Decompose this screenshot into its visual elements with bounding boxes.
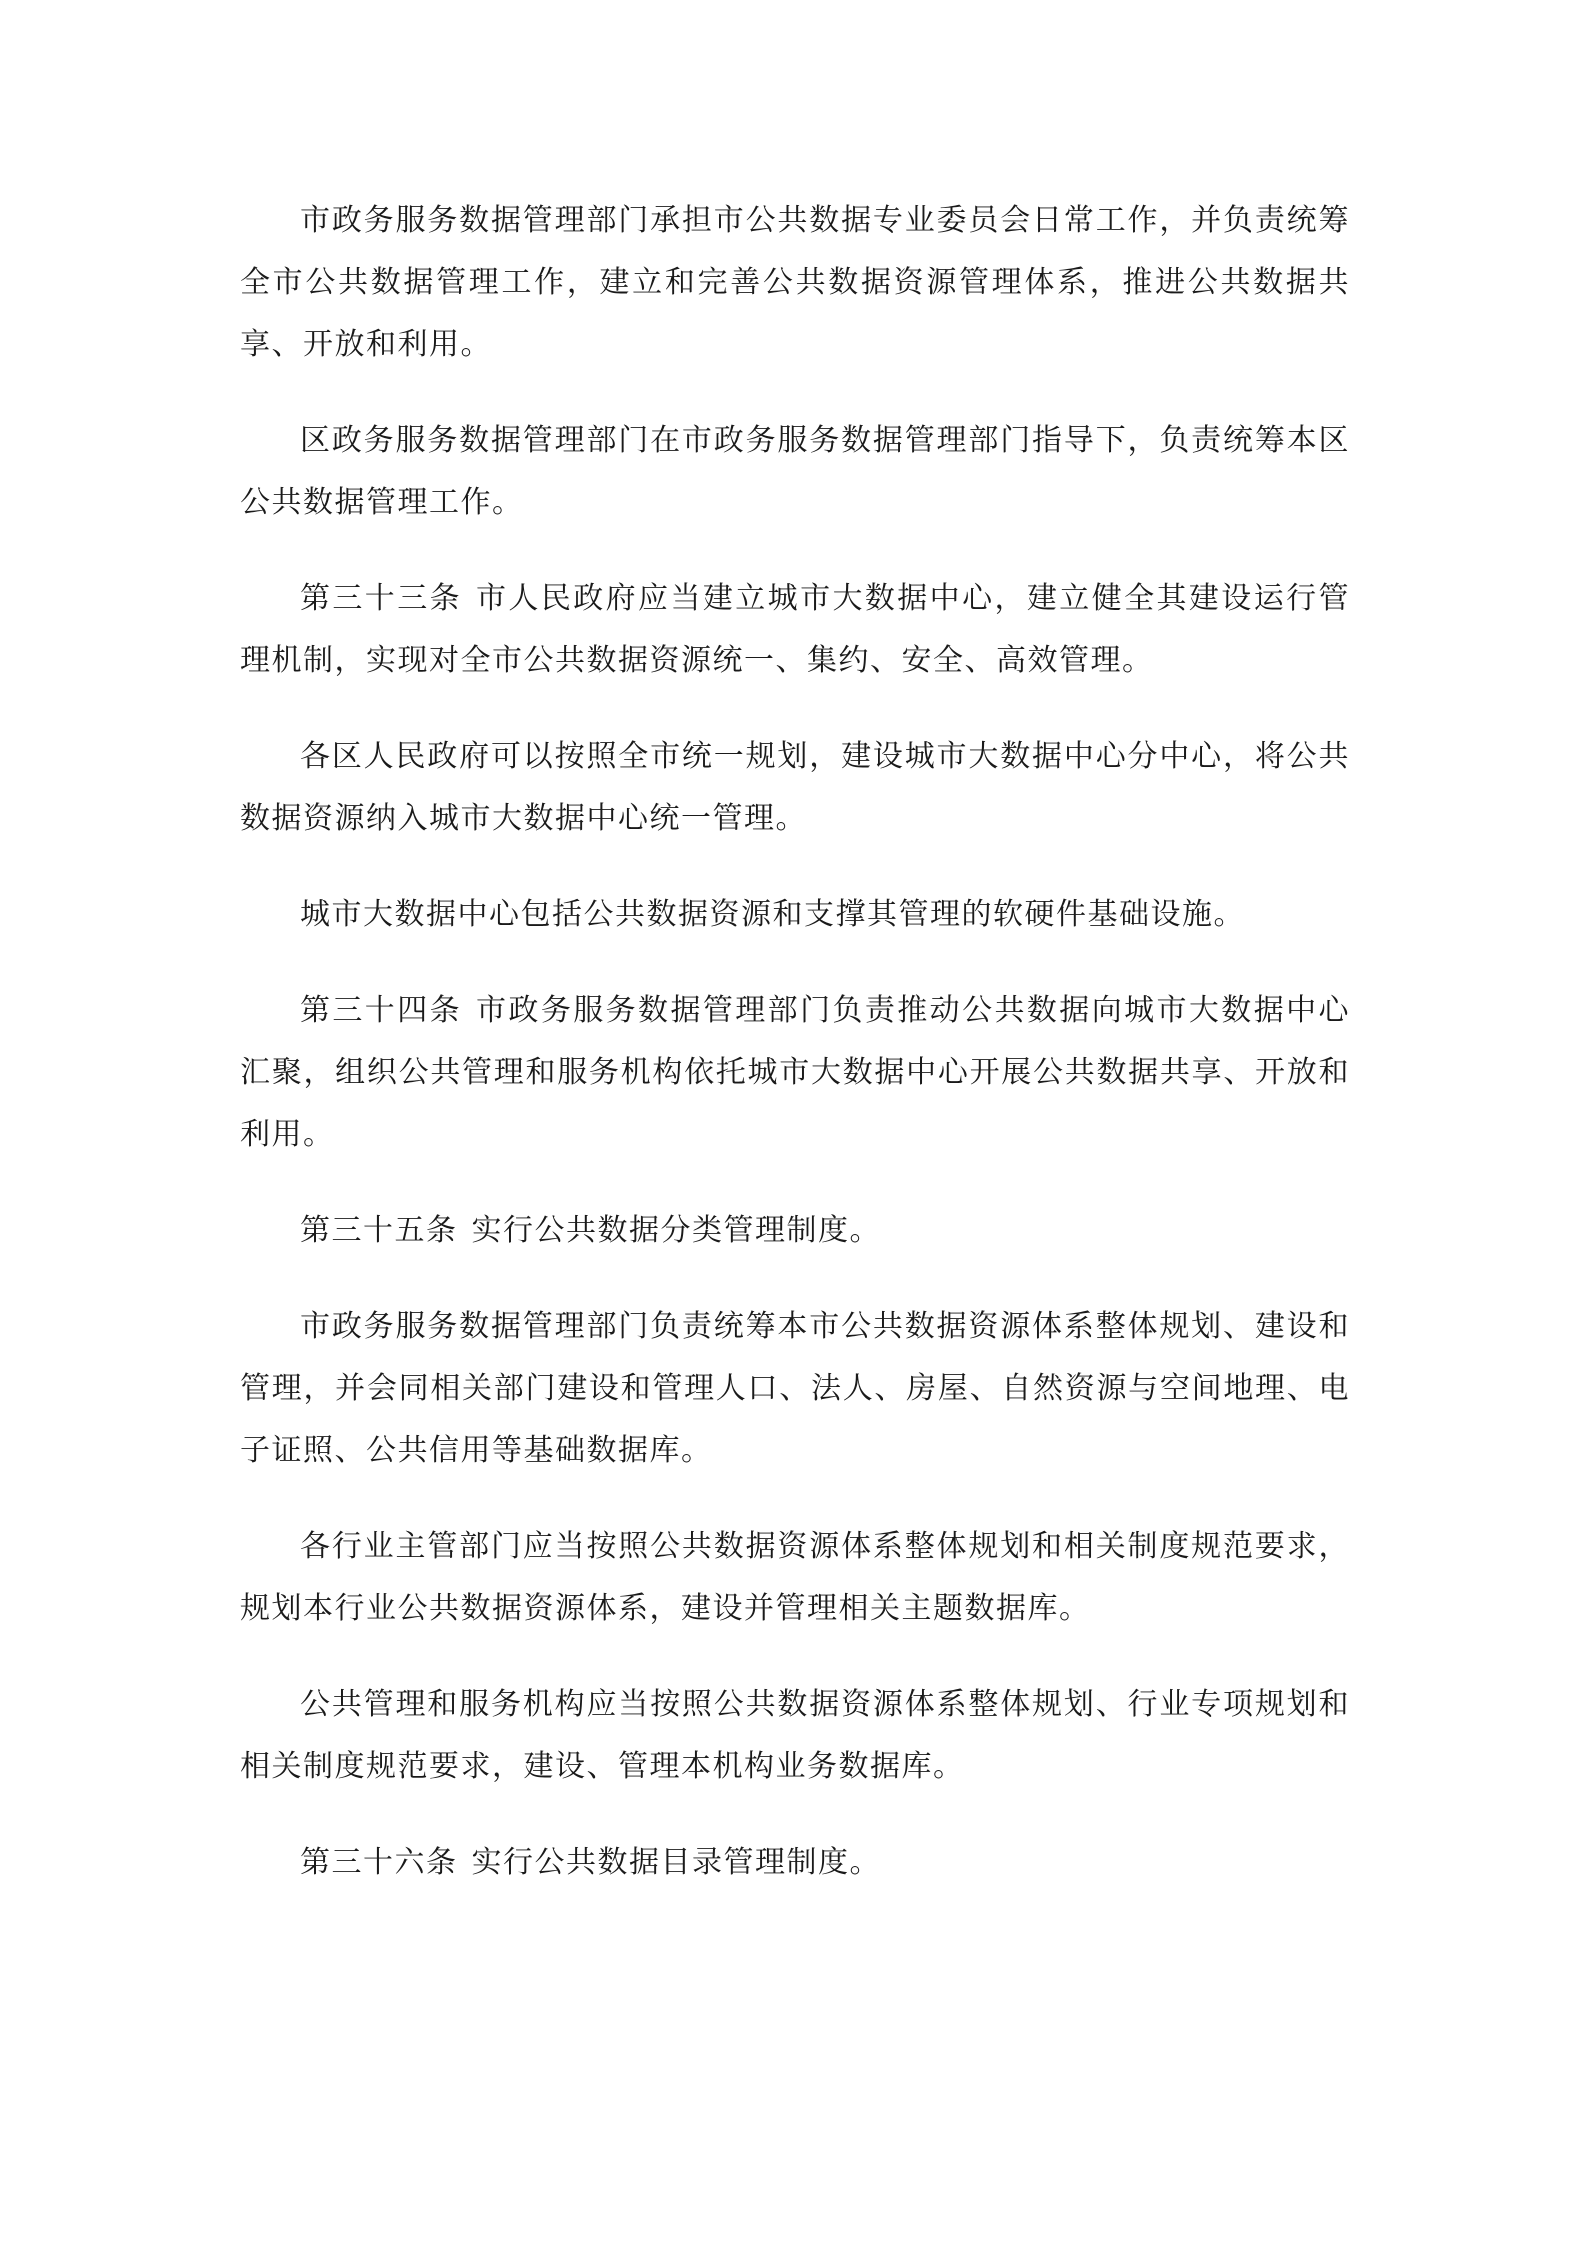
article-36 xyxy=(240,1832,1350,1894)
paragraph-text: 市政务服务数据管理部门承担市公共数据专业委员会日常工作，并负责统筹全市公共数据管理工作，建立和完善公共数据资源管理体系，推进公共数据共享、开放和利用。 xyxy=(240,203,1350,362)
paragraph xyxy=(240,1674,1350,1798)
paragraph-text: 市政务服务数据管理部门负责统筹本市公共数据资源体系整体规划、建设和管理，并会同相关部门建设和管理人口、法人、房屋、自然资源与空间地理、电子证照、公共信用等基础数据库。 xyxy=(240,1309,1350,1468)
paragraph xyxy=(240,1516,1350,1640)
paragraph-text: 各区人民政府可以按照全市统一规划，建设城市大数据中心分中心，将公共数据资源纳入城市大数据中心统一管理。 xyxy=(240,739,1350,836)
paragraph-text: 市人民政府应当建立城市大数据中心，建立健全其建设运行管理机制，实现对全市公共数据资源统一、集约、安全、高效管理。 xyxy=(240,581,1351,678)
paragraph-text: 实行公共数据分类管理制度。 xyxy=(471,1213,881,1248)
paragraph-text: 公共管理和服务机构应当按照公共数据资源体系整体规划、行业专项规划和相关制度规范要求，建设、管理本机构业务数据库。 xyxy=(240,1687,1350,1784)
paragraph xyxy=(240,884,1350,946)
paragraph xyxy=(240,1296,1350,1482)
article-35 xyxy=(240,1200,1350,1262)
article-number: 第三十四条 xyxy=(300,993,463,1028)
article-33 xyxy=(240,568,1350,692)
paragraph xyxy=(240,410,1350,534)
article-number: 第三十六条 xyxy=(300,1845,458,1880)
paragraph xyxy=(240,726,1350,850)
paragraph-text: 城市大数据中心包括公共数据资源和支撑其管理的软硬件基础设施。 xyxy=(300,897,1245,932)
article-34 xyxy=(240,980,1350,1166)
paragraph-text: 区政务服务数据管理部门在市政务服务数据管理部门指导下，负责统筹本区公共数据管理工作。 xyxy=(240,423,1350,520)
article-number: 第三十五条 xyxy=(300,1213,458,1248)
paragraph xyxy=(240,190,1350,376)
paragraph-text: 各行业主管部门应当按照公共数据资源体系整体规划和相关制度规范要求，规划本行业公共数据资源体系，建设并管理相关主题数据库。 xyxy=(240,1529,1350,1626)
document-page xyxy=(240,190,1350,1928)
paragraph-text: 实行公共数据目录管理制度。 xyxy=(471,1845,881,1880)
paragraph-text: 市政务服务数据管理部门负责推动公共数据向城市大数据中心汇聚，组织公共管理和服务机构依托城市大数据中心开展公共数据共享、开放和利用。 xyxy=(240,993,1351,1152)
article-number: 第三十三条 xyxy=(300,581,463,616)
